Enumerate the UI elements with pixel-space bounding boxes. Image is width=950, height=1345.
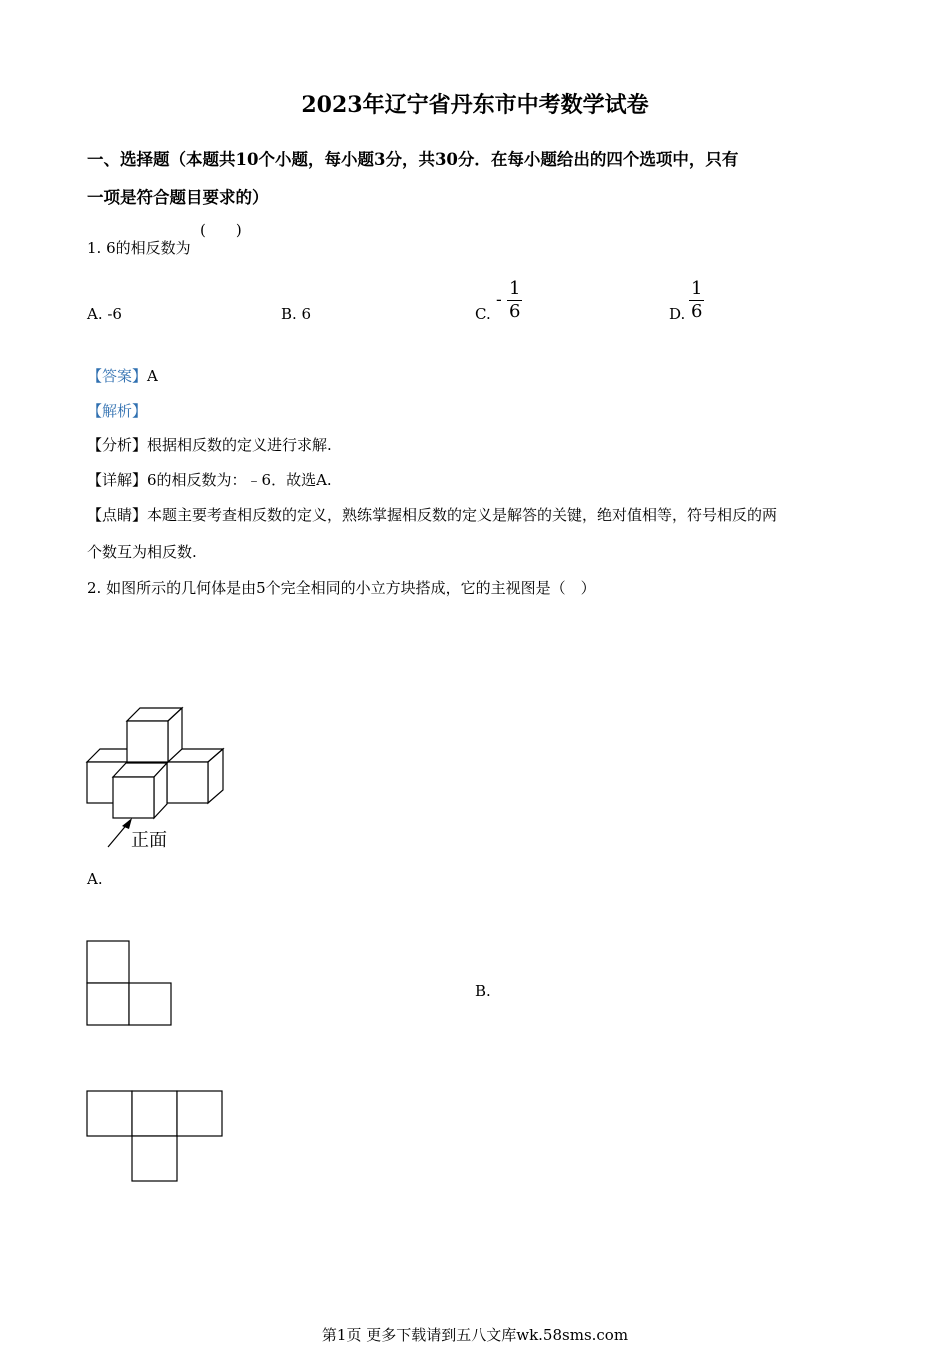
q1-dianjing-line-1: 【点睛】本题主要考查相反数的定义，熟练掌握相反数的定义是解答的关键，绝对值相等，符号相反的两 — [87, 506, 778, 524]
q1-option-c-fraction — [507, 278, 522, 323]
answer-tag: 【答案】 — [87, 367, 148, 385]
q1-option-b: B. 6 — [281, 305, 312, 323]
q1-option-d-numerator: 1 — [691, 278, 703, 299]
section-heading-line-2: 一项是符合题目要求的） — [87, 188, 269, 207]
q1-analysis-tag: 【解析】 — [87, 402, 148, 420]
q1-option-c-sign: - — [496, 290, 502, 310]
q1-option-c-numerator: 1 — [509, 278, 521, 299]
q1-answer — [87, 365, 158, 386]
q2-stem: 2. 如图所示的几何体是由5个完全相同的小立方块搭成，它的主视图是（ ） — [87, 579, 596, 597]
q1-xiangjie: 【详解】6的相反数为：﹣6．故选A. — [87, 471, 332, 489]
q2-option-a-label: A. — [87, 870, 103, 888]
page-title: 2023年辽宁省丹东市中考数学试卷 — [301, 92, 649, 118]
section-heading-line-1: 一、选择题（本题共10个小题，每小题3分，共30分．在每小题给出的四个选项中，只有 — [87, 150, 739, 169]
q1-stem: 1. 6的相反数为 — [87, 239, 191, 257]
q1-option-d-label: D. — [669, 305, 686, 323]
q1-fenxi: 【分析】根据相反数的定义进行求解. — [87, 436, 332, 454]
q2-option-a-figure — [86, 940, 174, 1028]
q1-option-c-label: C. — [475, 305, 491, 323]
q2-figure-front-label: 正面 — [131, 830, 167, 851]
q1-dianjing-line-2: 个数互为相反数. — [87, 543, 197, 561]
q2-option-b-figure — [86, 1090, 226, 1185]
q2-option-b-label: B. — [475, 982, 491, 1000]
q1-option-c-denominator: 6 — [509, 301, 521, 322]
page-footer: 第1页 更多下载请到五八文库wk.58sms.com — [321, 1326, 629, 1344]
answer-value: A — [147, 367, 158, 385]
q1-option-d-fraction — [689, 278, 704, 323]
q1-option-a: A. -6 — [87, 305, 122, 323]
q1-answer-parenthesis: ( ) — [200, 221, 242, 239]
q1-option-d-denominator: 6 — [691, 301, 703, 322]
